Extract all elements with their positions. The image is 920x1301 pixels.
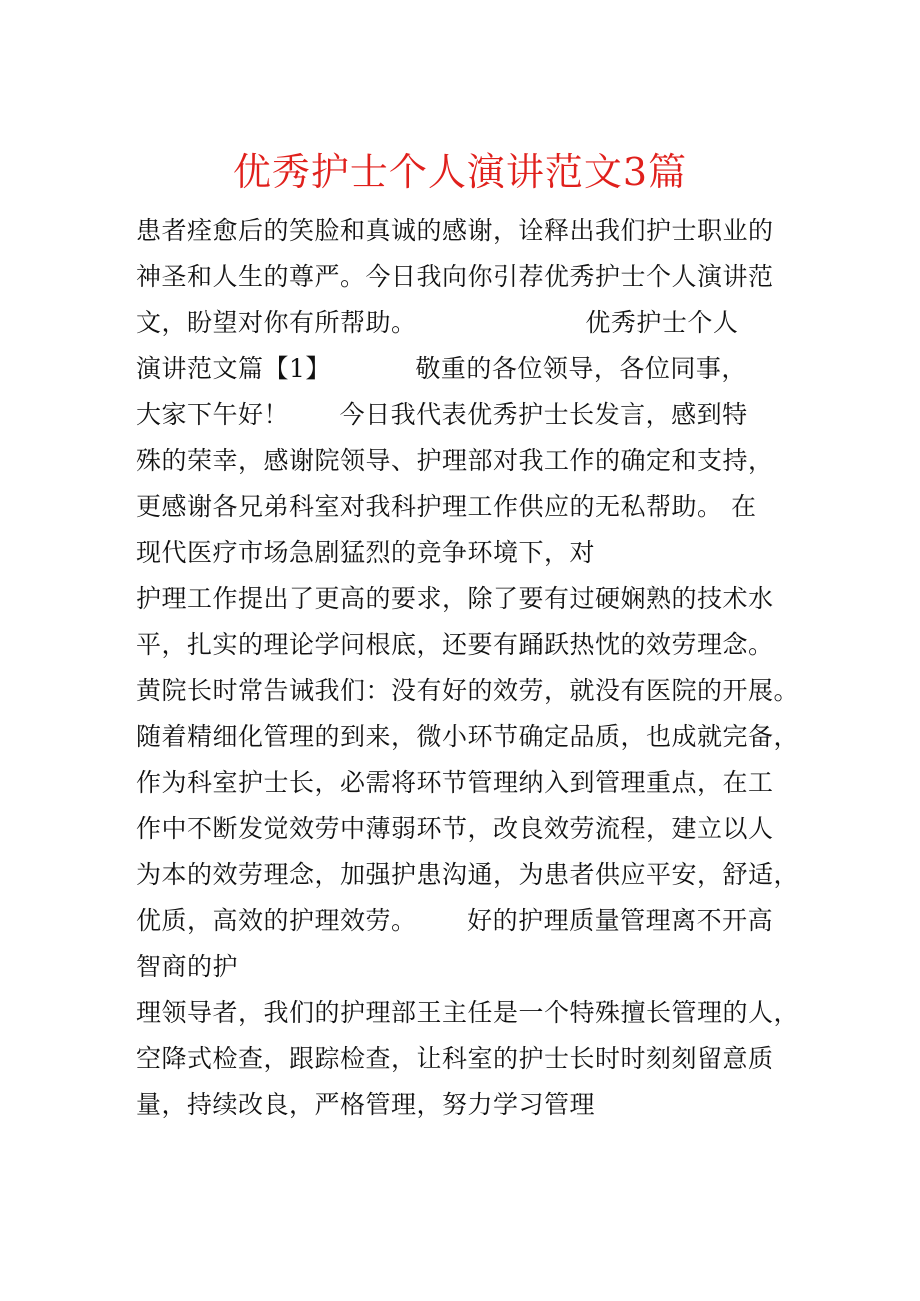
body-line: 黄院长时常告诫我们：没有好的效劳，就没有医院的开展。	[136, 676, 800, 705]
body-line: 智商的护	[136, 952, 239, 981]
body-line: 量，持续改良，严格管理，努力学习管理	[136, 1090, 596, 1119]
body-line: 作为科室护士长，必需将环节管理纳入到管理重点，在工	[136, 768, 774, 797]
body-line: 平，扎实的理论学问根底，还要有踊跃热忱的效劳理念。	[136, 630, 774, 659]
body-line: 为本的效劳理念，加强护患沟通，为患者供应平安，舒适，	[136, 860, 800, 889]
body-line: 殊的荣幸，感谢院领导、护理部对我工作的确定和支持，	[136, 446, 774, 475]
body-line: 文，盼望对你有所帮助。 优秀护士个人	[136, 308, 739, 337]
document-title: 优秀护士个人演讲范文3篇	[232, 150, 688, 194]
body-line: 现代医疗市场急剧猛烈的竞争环境下，对	[136, 538, 596, 567]
body-line: 作中不断发觉效劳中薄弱环节，改良效劳流程，建立以人	[136, 814, 774, 843]
body-line: 理领导者，我们的护理部王主任是一个特殊擅长管理的人，	[136, 998, 800, 1027]
body-line: 优质，高效的护理效劳。 好的护理质量管理离不开高	[136, 906, 774, 935]
body-line: 演讲范文篇【1】 敬重的各位领导，各位同事，	[136, 354, 747, 383]
body-line: 更感谢各兄弟科室对我科护理工作供应的无私帮助。 在	[136, 492, 757, 521]
body-line: 患者痊愈后的笑脸和真诚的感谢，诠释出我们护士职业的	[136, 216, 774, 245]
body-line: 空降式检查，跟踪检查，让科室的护士长时时刻刻留意质	[136, 1044, 774, 1073]
document-body	[136, 208, 816, 1128]
body-line: 神圣和人生的尊严。今日我向你引荐优秀护士个人演讲范	[136, 262, 774, 291]
body-line: 随着精细化管理的到来，微小环节确定品质，也成就完备，	[136, 722, 800, 751]
body-line: 护理工作提出了更高的要求，除了要有过硬娴熟的技术水	[136, 584, 774, 613]
body-line: 大家下午好！ 今日我代表优秀护士长发言，感到特	[136, 400, 748, 429]
